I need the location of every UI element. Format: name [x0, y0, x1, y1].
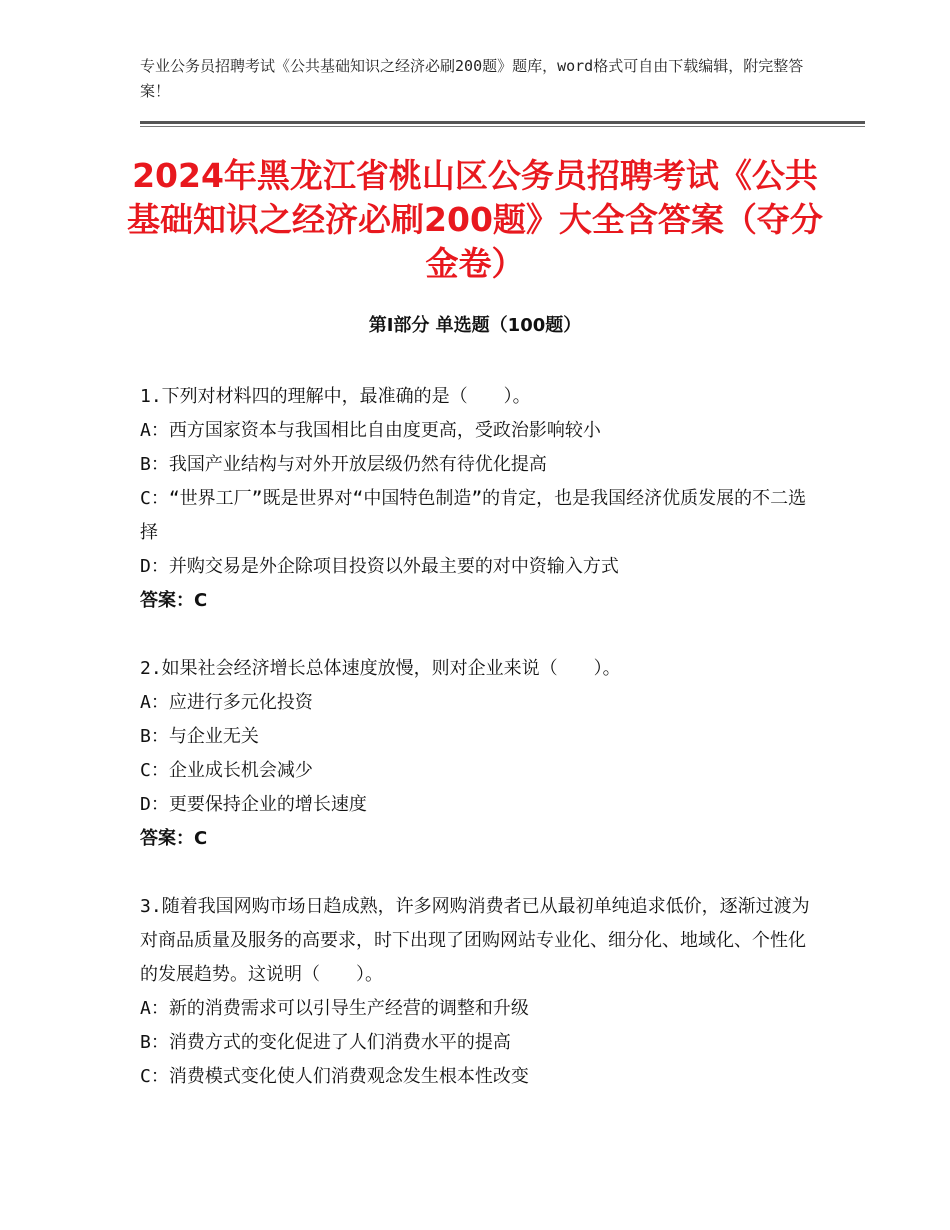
option-c: C：企业成长机会减少: [140, 760, 313, 781]
option-a: A：应进行多元化投资: [140, 692, 313, 713]
option-b: B：与企业无关: [140, 726, 259, 747]
section-heading: 第I部分 单选题（100题）: [368, 315, 582, 336]
question-stem: 2.如果社会经济增长总体速度放慢，则对企业来说（ ）。: [140, 658, 621, 679]
question-stem: 3.随着我国网购市场日趋成熟，许多网购消费者已从最初单纯追求低价，逐渐过渡为对商品质量及服务的高要求，时下出现了团购网站专业化、细分化、地域化、个性化的发展趋势。这说明（ ）。: [140, 896, 810, 985]
option-b: B：消费方式的变化促进了人们消费水平的提高: [140, 1032, 511, 1053]
option-a: A：新的消费需求可以引导生产经营的调整和升级: [140, 998, 529, 1019]
option-d: D：更要保持企业的增长速度: [140, 794, 367, 815]
question-2: [140, 652, 810, 856]
option-a: A：西方国家资本与我国相比自由度更高，受政治影响较小: [140, 420, 601, 441]
header-rule-thin: [140, 126, 865, 127]
document-title: 2024年黑龙江省桃山区公务员招聘考试《公共基础知识之经济必刷200题》大全含答案（夺分金卷）: [127, 156, 823, 283]
answer-line: 答案：C: [140, 590, 208, 611]
question-3: [140, 890, 810, 1094]
option-d: D：并购交易是外企除项目投资以外最主要的对中资输入方式: [140, 556, 619, 577]
answer-line: 答案：C: [140, 828, 208, 849]
option-b: B：我国产业结构与对外开放层级仍然有待优化提高: [140, 454, 547, 475]
question-stem: 1.下列对材料四的理解中，最准确的是（ ）。: [140, 386, 531, 407]
header-note: 专业公务员招聘考试《公共基础知识之经济必刷200题》题库，word格式可自由下载编辑，附完整答案！: [140, 57, 804, 100]
option-c: C：“世界工厂”既是世界对“中国特色制造”的肯定，也是我国经济优质发展的不二选择: [140, 488, 807, 543]
header-rule-thick: [140, 121, 865, 124]
option-c: C：消费模式变化使人们消费观念发生根本性改变: [140, 1066, 529, 1087]
question-1: [140, 380, 810, 618]
question-list: [140, 380, 810, 1128]
